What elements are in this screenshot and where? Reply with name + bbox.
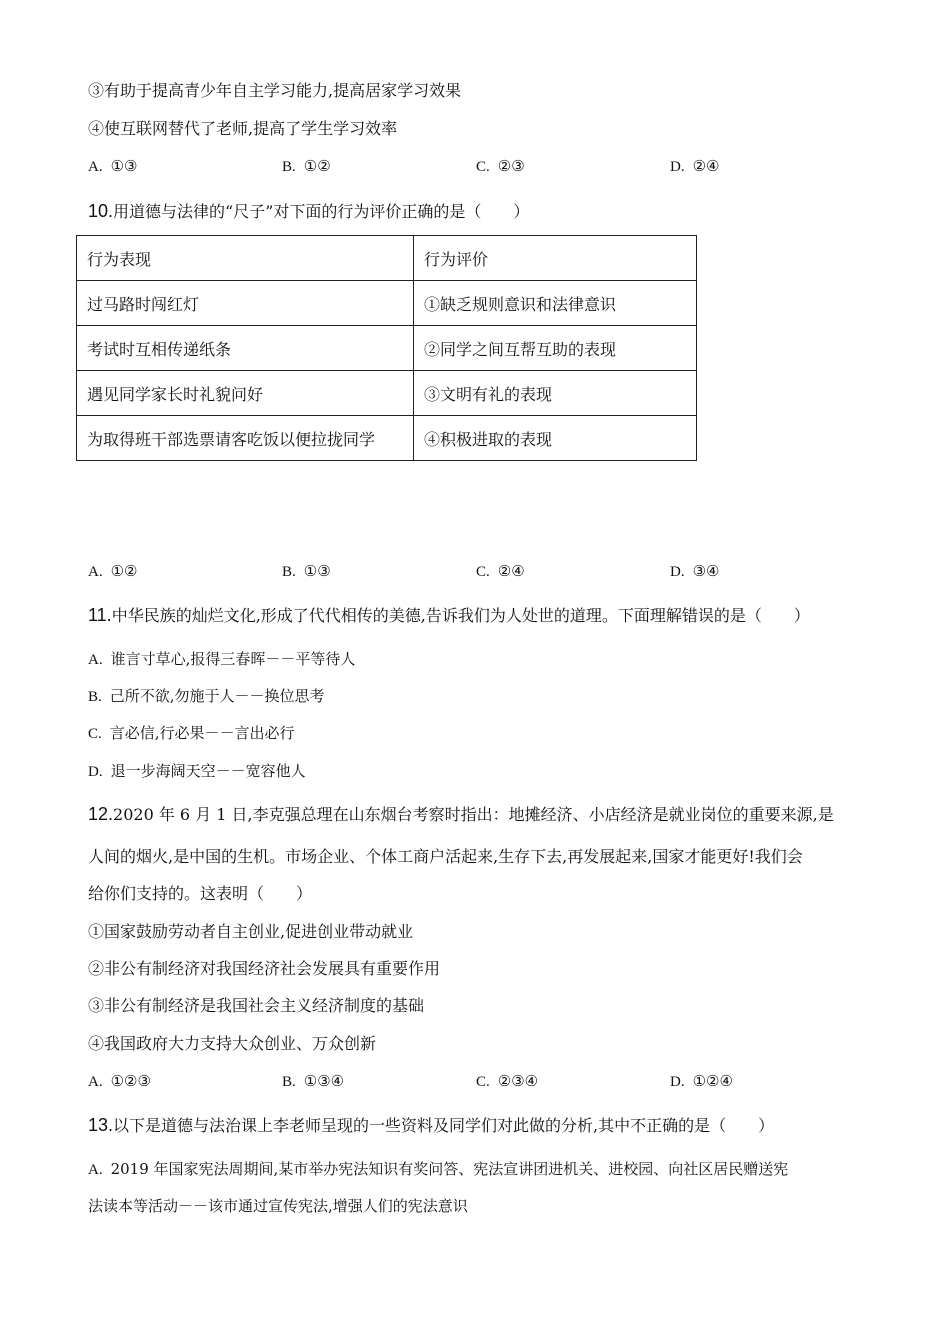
option-text: 谁言寸草心,报得三春晖－－平等待人 — [110, 650, 356, 668]
question-text: 用道德与法律的“尺子”对下面的行为评价正确的是（ ） — [113, 202, 530, 221]
question-number: 10. — [88, 201, 114, 221]
q11-option-a — [88, 649, 355, 670]
q12-option-b — [282, 1072, 344, 1091]
q10-stem — [88, 201, 529, 222]
option-letter: D. — [670, 1074, 685, 1090]
table-cell: 过马路时闯红灯 — [77, 281, 414, 326]
table-cell: 遇见同学家长时礼貌问好 — [77, 371, 414, 416]
option-letter: C. — [476, 564, 490, 580]
q12-item-3: ③非公有制经济是我国社会主义经济制度的基础 — [88, 996, 425, 1015]
option-text: ①③ — [303, 562, 331, 580]
table-cell: ①缺乏规则意识和法律意识 — [414, 281, 697, 326]
option-text: 己所不欲,勿施于人－－换位思考 — [109, 687, 325, 705]
option-text: ①③④ — [303, 1072, 345, 1090]
q10-option-d — [670, 562, 720, 581]
option-text: ③④ — [692, 562, 720, 580]
q12-stem-line-1 — [88, 804, 834, 825]
option-text: ①③ — [110, 157, 138, 175]
q12-item-2: ②非公有制经济对我国经济社会发展具有重要作用 — [88, 959, 441, 978]
option-text: 2019 年国家宪法周期间,某市举办宪法知识有奖问答、宪法宣讲团进机关、进校园、向社区居民赠送宪 — [110, 1160, 789, 1178]
question-number: 11. — [88, 605, 112, 625]
q9-option-d — [670, 157, 720, 176]
q12-option-d — [670, 1072, 733, 1091]
table-row — [77, 371, 697, 416]
option-letter: A. — [88, 564, 103, 580]
table-header-cell: 行为评价 — [414, 236, 697, 281]
option-letter: D. — [88, 764, 103, 780]
option-letter: B. — [88, 689, 102, 705]
q10-option-b — [282, 562, 331, 581]
table-cell: ②同学之间互帮互助的表现 — [414, 326, 697, 371]
q12-options — [88, 1072, 868, 1092]
q11-option-c — [88, 723, 295, 744]
question-text: 2020 年 6 月 1 日,李克强总理在山东烟台考察时指出：地摊经济、小店经济是就业岗位的重要来源,是 — [113, 805, 834, 824]
question-number: 12. — [88, 804, 114, 824]
option-text: ①②④ — [692, 1072, 733, 1090]
option-text: ①② — [303, 157, 331, 175]
option-text: 言必信,行必果－－言出必行 — [109, 724, 295, 742]
table-row — [77, 416, 697, 461]
option-letter: B. — [282, 564, 296, 580]
q9-option-b — [282, 157, 331, 176]
q9-item-3: ③有助于提高青少年自主学习能力,提高居家学习效果 — [88, 81, 462, 100]
option-text: ②③ — [497, 157, 525, 175]
question-text: 以下是道德与法治课上李老师呈现的一些资料及同学们对此做的分析,其中不正确的是（ ） — [113, 1116, 775, 1135]
q12-item-1: ①国家鼓励劳动者自主创业,促进创业带动就业 — [88, 922, 414, 941]
q12-option-c — [476, 1072, 538, 1091]
q10-table — [76, 235, 697, 461]
q12-option-a — [88, 1072, 151, 1091]
table-cell: ④积极进取的表现 — [414, 416, 697, 461]
q9-item-4: ④使互联网替代了老师,提高了学生学习效率 — [88, 119, 398, 138]
option-letter: B. — [282, 159, 296, 175]
option-text: ②③④ — [497, 1072, 539, 1090]
q12-stem-line-3: 给你们支持的。这表明（ ） — [88, 884, 313, 903]
option-letter: D. — [670, 159, 685, 175]
q13-stem — [88, 1115, 774, 1136]
table-header-row — [77, 236, 697, 281]
option-letter: C. — [476, 159, 490, 175]
option-text: ①② — [110, 562, 138, 580]
table-header-cell: 行为表现 — [77, 236, 414, 281]
q10-option-a — [88, 562, 138, 581]
option-letter: A. — [88, 1074, 103, 1090]
option-text: ②④ — [497, 562, 525, 580]
option-letter: A. — [88, 1162, 103, 1178]
q9-option-c — [476, 157, 525, 176]
option-letter: A. — [88, 159, 103, 175]
q13-option-a-line-2: 法读本等活动－－该市通过宣传宪法,增强人们的宪法意识 — [88, 1197, 468, 1215]
option-text: 退一步海阔天空－－宽容他人 — [110, 762, 306, 780]
table-row — [77, 326, 697, 371]
question-number: 13. — [88, 1115, 114, 1135]
q12-item-4: ④我国政府大力支持大众创业、万众创新 — [88, 1034, 377, 1053]
q13-option-a-line-1 — [88, 1159, 788, 1180]
table-cell: 考试时互相传递纸条 — [77, 326, 414, 371]
q11-stem — [88, 605, 810, 626]
option-letter: C. — [88, 726, 102, 742]
option-text: ①②③ — [110, 1072, 151, 1090]
q12-stem-line-2: 人间的烟火,是中国的生机。市场企业、个体工商户活起来,生存下去,再发展起来,国家才能更好!我们会 — [88, 847, 803, 866]
option-letter: D. — [670, 564, 685, 580]
q9-options — [88, 157, 868, 177]
table-row — [77, 281, 697, 326]
question-text: 中华民族的灿烂文化,形成了代代相传的美德,告诉我们为人处世的道理。下面理解错误的是（ ） — [111, 606, 810, 625]
option-text: ②④ — [692, 157, 720, 175]
table-cell: ③文明有礼的表现 — [414, 371, 697, 416]
option-letter: C. — [476, 1074, 490, 1090]
option-letter: A. — [88, 652, 103, 668]
q10-options — [88, 562, 868, 582]
option-letter: B. — [282, 1074, 296, 1090]
q10-option-c — [476, 562, 525, 581]
q11-option-b — [88, 686, 325, 707]
table-cell: 为取得班干部选票请客吃饭以便拉拢同学 — [77, 416, 414, 461]
q11-option-d — [88, 761, 306, 782]
q9-option-a — [88, 157, 138, 176]
